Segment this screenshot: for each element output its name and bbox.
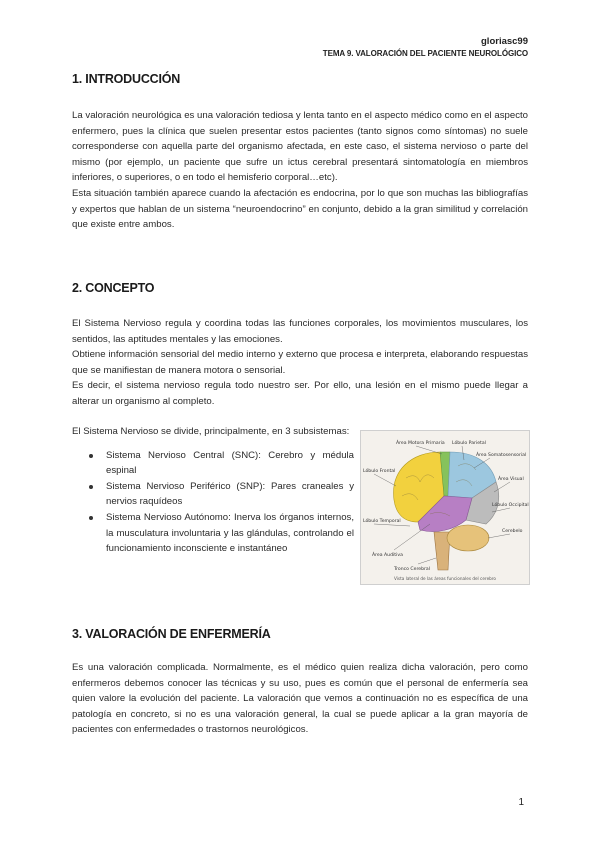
label-area-auditiva: Área Auditiva (372, 553, 403, 558)
subsystem-autonomo: Sistema Nervioso Autónomo: Inerva los órganos internos, la musculatura involuntaria y las glándulas, controlando el funcionamiento inconsciente e instantáneo (106, 510, 354, 557)
label-area-motora: Área Motora Primaria (396, 441, 445, 446)
section-title-concepto: 2. CONCEPTO (72, 281, 155, 295)
concept-text (72, 316, 528, 410)
cerebellum-shape (447, 525, 489, 551)
subsystems-intro: El Sistema Nervioso se divide, principalmente, en 3 subsistemas: (72, 426, 350, 437)
page-number: 1 (518, 797, 524, 808)
label-lobulo-occipital: Lóbulo Occipital (492, 503, 529, 508)
brain-diagram (360, 430, 530, 585)
label-area-visual: Área Visual (498, 477, 524, 482)
nursing-text (72, 660, 528, 738)
concept-paragraph-1: El Sistema Nervioso regula y coordina todas las funciones corporales, los movimientos musculares, los sentidos, las aptitudes mentales y las emociones. (72, 318, 528, 345)
label-lobulo-frontal: Lóbulo Frontal (363, 469, 396, 474)
header-author: gloriasc99 (481, 36, 528, 47)
page-header (323, 36, 528, 60)
label-cerebelo: Cerebelo (502, 529, 523, 534)
label-area-somatosensorial: Área Somatosensorial (476, 453, 527, 458)
subsystems-block (72, 424, 354, 557)
section-title-valoracion: 3. VALORACIÓN DE ENFERMERÍA (72, 627, 271, 641)
intro-text (72, 108, 528, 233)
concept-paragraph-2: Obtiene información sensorial del medio interno y externo que procesa e interpreta, elaborando respuestas que se manifiestan de manera motora o sensorial. (72, 349, 528, 376)
label-lobulo-temporal: Lóbulo Temporal (363, 519, 401, 524)
figure-caption: Vista lateral de las áreas funcionales del cerebro (394, 576, 496, 581)
label-tronco-cerebral: Tronco Cerebral (394, 567, 430, 572)
brain-illustration (360, 430, 530, 585)
nursing-paragraph-1: Es una valoración complicada. Normalmente, es el médico quien realiza dicha valoración, pero como enfermeros debemos conocer las técnicas y su uso, pues es común que el personal de enfermería sea quien valore la evolución del paciente. La valoración que vemos a continuación no es específica de una patología en concreto, si no es una valoración general, la cual se puede aplicar a la gran mayoría de pacientes con enfermedades o trastornos neurológicos. (72, 662, 528, 736)
intro-paragraph-1: La valoración neurológica es una valoración tediosa y lenta tanto en el aspecto médico como en el aspecto enfermero, pues la clínica que suelen presentar estos pacientes (tanto signos como síntomas) no suele corresponderse con aquella parte del organismo afectada, en este caso, el sistema nervioso o parte del mismo (por ejemplo, un paciente que sufre un ictus cerebral presentará sintomatología en miembros inferiores, o superiores, o en todo el hemisferio corporal…etc). (72, 110, 528, 184)
concept-paragraph-3: Es decir, el sistema nervioso regula todo nuestro ser. Por ello, una lesión en el mismo puede llegar a alterar un organismo al completo. (72, 380, 528, 407)
subsystem-snc: Sistema Nervioso Central (SNC): Cerebro y médula espinal (106, 448, 354, 479)
header-topic: TEMA 9. VALORACIÓN DEL PACIENTE NEUROLÓGICO (322, 49, 528, 58)
subsystems-list (72, 448, 354, 557)
section-title-introduccion: 1. INTRODUCCIÓN (72, 72, 181, 86)
subsystem-snp: Sistema Nervioso Periférico (SNP): Pares craneales y nervios raquídeos (106, 479, 354, 510)
intro-paragraph-2: Esta situación también aparece cuando la afectación es endocrina, por lo que son muchas las bibliografías y expertos que hablan de un sistema “neuroendocrino” en conjunto, debido a la gran similitud y correlación que existe entre ambos. (72, 187, 528, 231)
label-lobulo-parietal: Lóbulo Parietal (452, 441, 486, 446)
